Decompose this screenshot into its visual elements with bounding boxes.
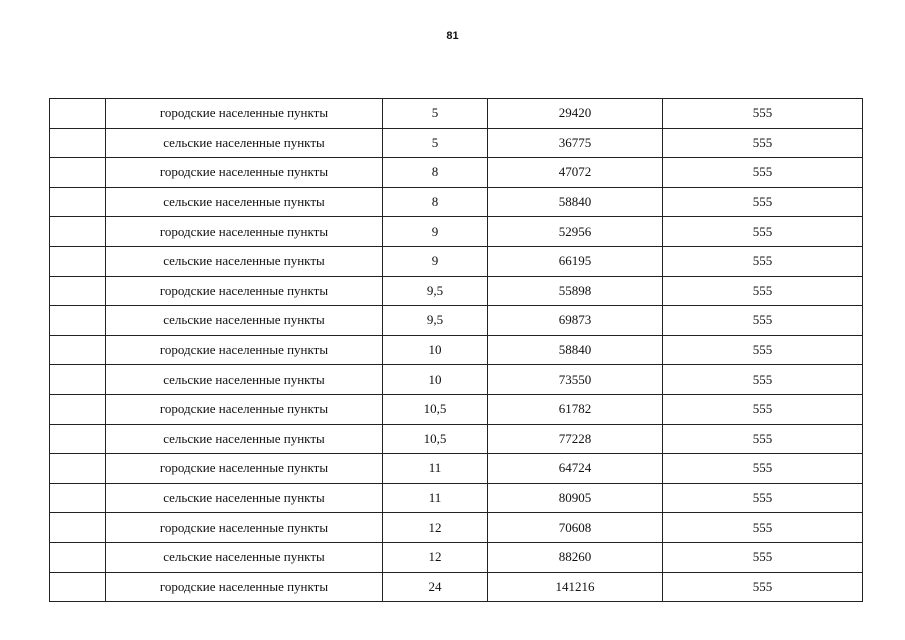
amount-cell: 66195	[488, 246, 663, 276]
page-number: 81	[446, 30, 459, 42]
table-row	[50, 246, 863, 276]
amount-cell: 70608	[488, 513, 663, 543]
settlement-type-cell: сельские населенные пункты	[106, 365, 383, 395]
code-cell: 555	[663, 306, 863, 336]
amount-cell: 64724	[488, 454, 663, 484]
value-cell: 10,5	[383, 394, 488, 424]
code-cell: 555	[663, 365, 863, 395]
value-cell: 11	[383, 454, 488, 484]
row-blank-cell	[50, 158, 106, 188]
code-cell: 555	[663, 128, 863, 158]
settlement-type-cell: городские населенные пункты	[106, 572, 383, 602]
value-cell: 10	[383, 365, 488, 395]
settlement-type-cell: сельские населенные пункты	[106, 424, 383, 454]
code-cell: 555	[663, 394, 863, 424]
code-cell: 555	[663, 542, 863, 572]
data-table	[49, 98, 863, 602]
table-row	[50, 276, 863, 306]
amount-cell: 58840	[488, 335, 663, 365]
code-cell: 555	[663, 424, 863, 454]
code-cell: 555	[663, 187, 863, 217]
table-row	[50, 483, 863, 513]
value-cell: 8	[383, 158, 488, 188]
settlement-type-cell: городские населенные пункты	[106, 513, 383, 543]
value-cell: 9	[383, 217, 488, 247]
row-blank-cell	[50, 217, 106, 247]
amount-cell: 69873	[488, 306, 663, 336]
amount-cell: 80905	[488, 483, 663, 513]
table-row	[50, 424, 863, 454]
settlement-type-cell: городские населенные пункты	[106, 394, 383, 424]
settlement-type-cell: городские населенные пункты	[106, 276, 383, 306]
value-cell: 9,5	[383, 306, 488, 336]
value-cell: 24	[383, 572, 488, 602]
table-row	[50, 187, 863, 217]
code-cell: 555	[663, 276, 863, 306]
table-row	[50, 158, 863, 188]
code-cell: 555	[663, 217, 863, 247]
table-row	[50, 335, 863, 365]
row-blank-cell	[50, 276, 106, 306]
code-cell: 555	[663, 99, 863, 129]
row-blank-cell	[50, 454, 106, 484]
amount-cell: 36775	[488, 128, 663, 158]
amount-cell: 58840	[488, 187, 663, 217]
amount-cell: 77228	[488, 424, 663, 454]
settlement-type-cell: городские населенные пункты	[106, 217, 383, 247]
table-row	[50, 542, 863, 572]
code-cell: 555	[663, 483, 863, 513]
value-cell: 9,5	[383, 276, 488, 306]
settlement-type-cell: городские населенные пункты	[106, 158, 383, 188]
amount-cell: 55898	[488, 276, 663, 306]
table-row	[50, 454, 863, 484]
amount-cell: 61782	[488, 394, 663, 424]
value-cell: 12	[383, 513, 488, 543]
table-row	[50, 128, 863, 158]
settlement-type-cell: сельские населенные пункты	[106, 542, 383, 572]
row-blank-cell	[50, 365, 106, 395]
row-blank-cell	[50, 187, 106, 217]
row-blank-cell	[50, 572, 106, 602]
row-blank-cell	[50, 542, 106, 572]
settlement-type-cell: городские населенные пункты	[106, 454, 383, 484]
amount-cell: 88260	[488, 542, 663, 572]
code-cell: 555	[663, 454, 863, 484]
amount-cell: 141216	[488, 572, 663, 602]
row-blank-cell	[50, 306, 106, 336]
table-row	[50, 306, 863, 336]
row-blank-cell	[50, 394, 106, 424]
code-cell: 555	[663, 158, 863, 188]
settlement-type-cell: городские населенные пункты	[106, 99, 383, 129]
value-cell: 12	[383, 542, 488, 572]
row-blank-cell	[50, 513, 106, 543]
settlement-type-cell: городские населенные пункты	[106, 335, 383, 365]
settlement-type-cell: сельские населенные пункты	[106, 306, 383, 336]
code-cell: 555	[663, 246, 863, 276]
table-body	[50, 99, 863, 602]
value-cell: 8	[383, 187, 488, 217]
value-cell: 10,5	[383, 424, 488, 454]
table-row	[50, 365, 863, 395]
amount-cell: 52956	[488, 217, 663, 247]
settlement-type-cell: сельские населенные пункты	[106, 187, 383, 217]
value-cell: 5	[383, 99, 488, 129]
table-row	[50, 217, 863, 247]
row-blank-cell	[50, 246, 106, 276]
code-cell: 555	[663, 572, 863, 602]
table-row	[50, 513, 863, 543]
table-row	[50, 99, 863, 129]
amount-cell: 29420	[488, 99, 663, 129]
settlement-type-cell: сельские населенные пункты	[106, 483, 383, 513]
code-cell: 555	[663, 335, 863, 365]
row-blank-cell	[50, 335, 106, 365]
amount-cell: 47072	[488, 158, 663, 188]
code-cell: 555	[663, 513, 863, 543]
row-blank-cell	[50, 128, 106, 158]
row-blank-cell	[50, 483, 106, 513]
value-cell: 9	[383, 246, 488, 276]
table-row	[50, 394, 863, 424]
settlement-type-cell: сельские населенные пункты	[106, 246, 383, 276]
value-cell: 5	[383, 128, 488, 158]
value-cell: 11	[383, 483, 488, 513]
amount-cell: 73550	[488, 365, 663, 395]
row-blank-cell	[50, 424, 106, 454]
row-blank-cell	[50, 99, 106, 129]
settlement-type-cell: сельские населенные пункты	[106, 128, 383, 158]
value-cell: 10	[383, 335, 488, 365]
table-row	[50, 572, 863, 602]
